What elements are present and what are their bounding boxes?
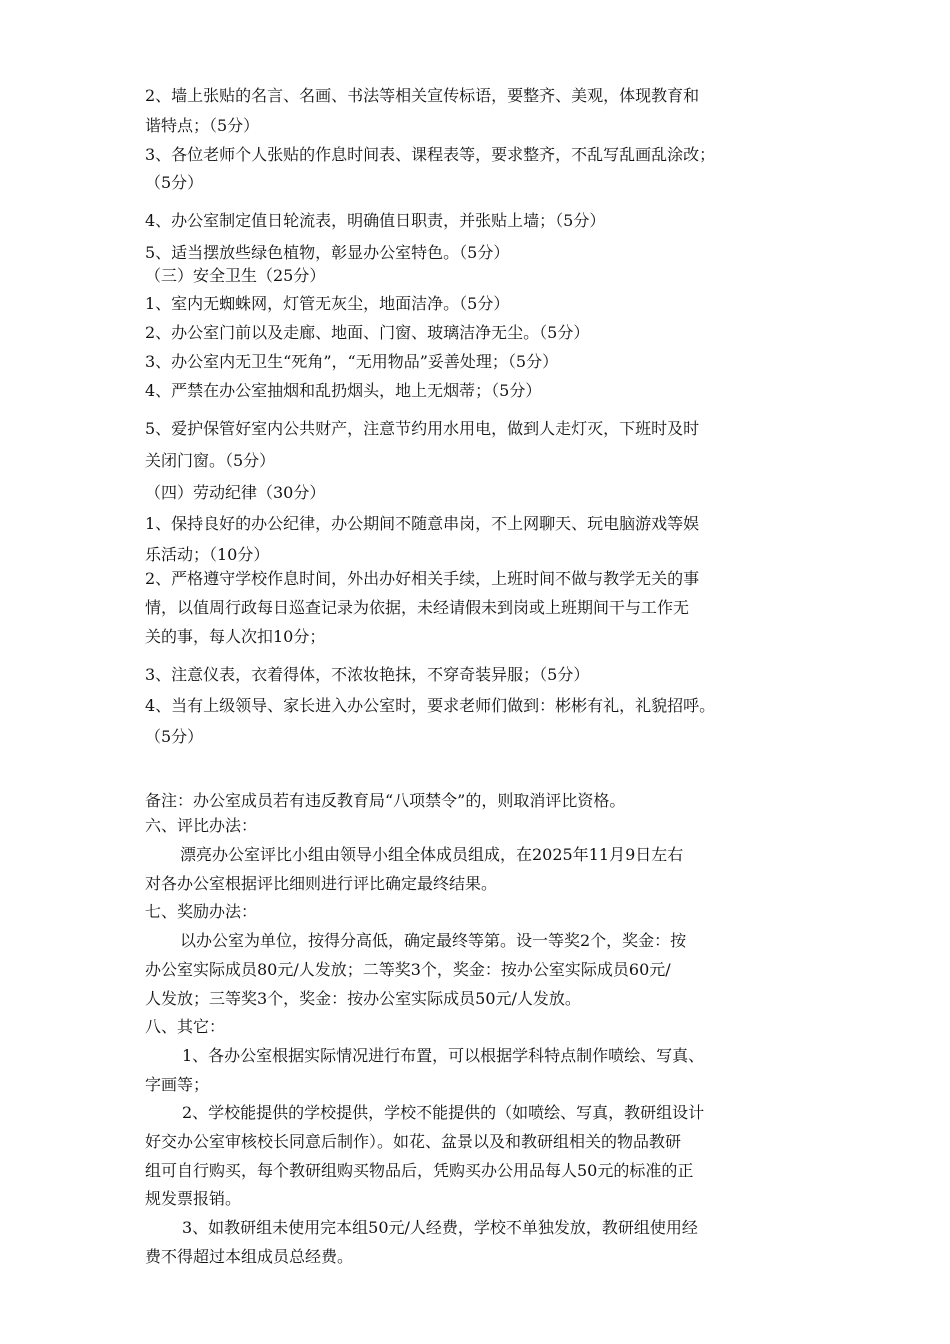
text-line: 2、严格遵守学校作息时间，外出办好相关手续，上班时间不做与教学无关的事 (145, 569, 700, 588)
text-line: 费不得超过本组成员总经费。 (145, 1247, 354, 1266)
text-line: 2、墙上张贴的名言、名画、书法等相关宣传标语，要整齐、美观，体现教育和 (145, 86, 700, 105)
text-line: 4、当有上级领导、家长进入办公室时，要求老师们做到：彬彬有礼，礼貌招呼。 (145, 696, 716, 715)
text-line: 乐活动；（10分） (145, 545, 270, 564)
text-line: 1、各办公室根据实际情况进行布置，可以根据学科特点制作喷绘、写真、 (182, 1046, 705, 1065)
text-line: 1、室内无蜘蛛网，灯管无灰尘，地面洁净。（5分） (145, 294, 510, 313)
text-line: 3、各位老师个人张贴的作息时间表、课程表等，要求整齐，不乱写乱画乱涂改； (145, 145, 716, 164)
text-line: 5、适当摆放些绿色植物，彰显办公室特色。（5分） (145, 243, 510, 262)
text-line: 好交办公室审核校长同意后制作）。如花、盆景以及和教研组相关的物品教研 (145, 1132, 682, 1151)
text-line: 关闭门窗。（5分） (145, 451, 276, 470)
text-line: 漂亮办公室评比小组由领导小组全体成员组成，在2025年11月9日左右 (180, 845, 684, 864)
section-heading: （四）劳动纪律（30分） (145, 483, 326, 502)
text-line: 3、办公室内无卫生“死角”，“无用物品”妥善处理；（5分） (145, 352, 559, 371)
text-line: 情，以值周行政每日巡查记录为依据，未经请假未到岗或上班期间干与工作无 (145, 598, 690, 617)
remark-line: 备注：办公室成员若有违反教育局“八项禁令”的，则取消评比资格。 (145, 791, 626, 810)
section-heading: 七、奖励办法： (145, 902, 258, 921)
text-line: 关的事，每人次扣10分； (145, 627, 326, 646)
text-line: 对各办公室根据评比细则进行评比确定最终结果。 (145, 874, 498, 893)
text-line: 3、注意仪表，衣着得体，不浓妆艳抹，不穿奇装异服；（5分） (145, 665, 590, 684)
section-heading: （三）安全卫生（25分） (145, 266, 326, 285)
text-line: 5、爱护保管好室内公共财产，注意节约用水用电，做到人走灯灭，下班时及时 (145, 419, 700, 438)
section-heading: 八、其它： (145, 1017, 226, 1036)
text-line: 以办公室为单位，按得分高低，确定最终等第。设一等奖2个，奖金：按 (180, 931, 687, 950)
text-line: 2、办公室门前以及走廊、地面、门窗、玻璃洁净无尘。（5分） (145, 323, 590, 342)
text-line: 规发票报销。 (145, 1189, 242, 1208)
text-line: 字画等； (145, 1075, 210, 1094)
text-line: 4、办公室制定值日轮流表，明确值日职责，并张贴上墙；（5分） (145, 211, 606, 230)
text-line: （5分） (145, 727, 204, 746)
text-line: 4、严禁在办公室抽烟和乱扔烟头，地上无烟蒂；（5分） (145, 381, 542, 400)
section-heading: 六、评比办法： (145, 816, 258, 835)
text-line: 1、保持良好的办公纪律，办公期间不随意串岗，不上网聊天、玩电脑游戏等娱 (145, 514, 700, 533)
text-line: 组可自行购买，每个教研组购买物品后，凭购买办公用品每人50元的标准的正 (145, 1161, 694, 1180)
text-line: 2、学校能提供的学校提供，学校不能提供的（如喷绘、写真，教研组设计 (182, 1103, 705, 1122)
text-line: 谐特点；（5分） (145, 116, 260, 135)
text-line: （5分） (145, 173, 204, 192)
text-line: 人发放；三等奖3个，奖金：按办公室实际成员50元/人发放。 (145, 989, 581, 1008)
text-line: 办公室实际成员80元/人发放；二等奖3个，奖金：按办公室实际成员60元/ (145, 960, 671, 979)
text-line: 3、如教研组未使用完本组50元/人经费，学校不单独发放，教研组使用经 (182, 1218, 698, 1237)
